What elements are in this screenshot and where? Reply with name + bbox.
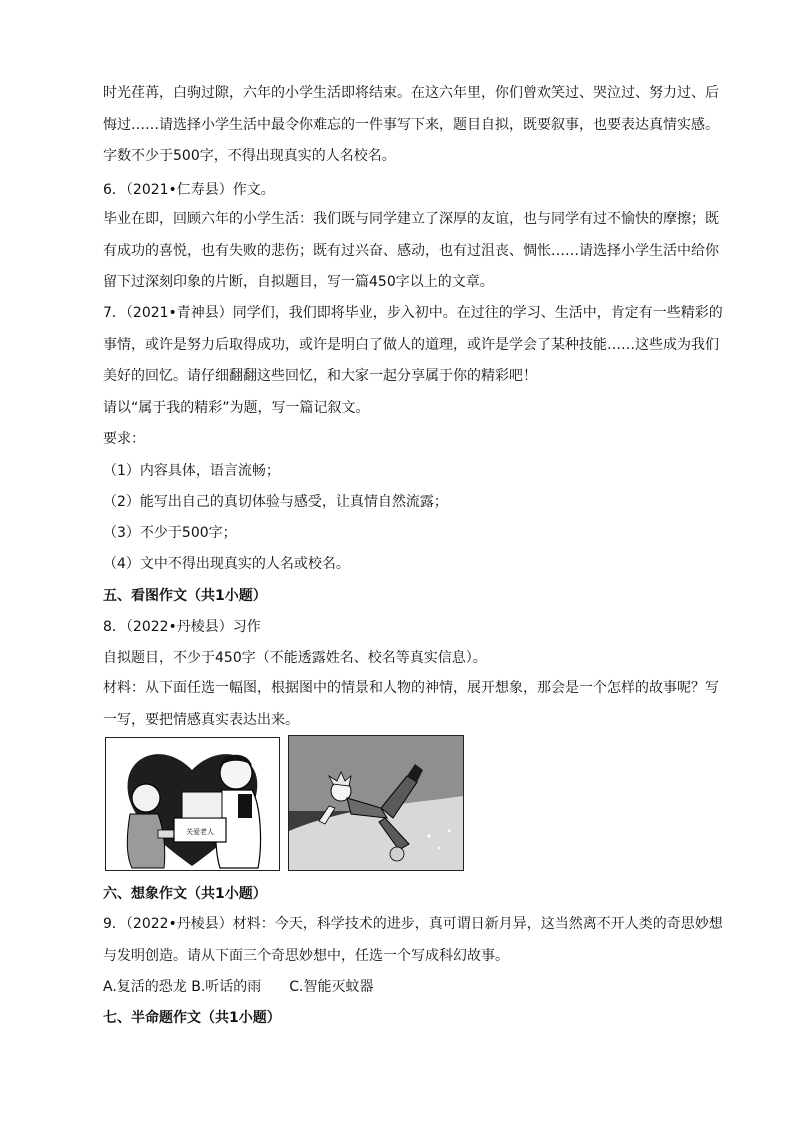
intro-paragraph: 时光荏苒，白驹过隙，六年的小学生活即将结束。在这六年里，你们曾欢笑过、哭泣过、努力过、后悔过……请选择小学生活中最令你难忘的一件事写下来，题目自拟，既要叙事，也要表达真情实感。字数不少于500字，不得出现真实的人名校名。 bbox=[103, 85, 719, 164]
question-6-title: 6．（2021•仁寿县）作文。 bbox=[103, 182, 275, 198]
question-9-options: A.复活的恐龙 B.听话的雨 C.智能灭蚊器 bbox=[103, 979, 374, 995]
question-7-requirements-label: 要求： bbox=[103, 431, 145, 447]
question-7-requirement-3: （3）不少于500字； bbox=[103, 525, 237, 541]
question-7-body: 7．（2021•青神县）同学们，我们即将毕业，步入初中。在过往的学习、生活中，肯定有一些精彩的事情，或许是努力后取得成功，或许是明白了做人的道理，或许是学会了某种技能……这些成为我们美好的回忆。请仔细翻翻这些回忆，和大家一起分享属于你的精彩吧！ bbox=[103, 305, 723, 384]
section-5-heading: 五、看图作文（共1小题） bbox=[103, 588, 267, 604]
question-7-prompt: 请以“属于我的精彩”为题，写一篇记叙文。 bbox=[103, 400, 370, 416]
section-6-heading: 六、想象作文（共1小题） bbox=[103, 886, 267, 902]
question-7-requirement-1: （1）内容具体，语言流畅； bbox=[103, 463, 280, 479]
section-7-heading: 七、半命题作文（共1小题） bbox=[103, 1010, 281, 1026]
question-8-body-1: 自拟题目，不少于450字（不能透露姓名、校名等真实信息）。 bbox=[103, 650, 487, 666]
boy-slipping-drawing bbox=[289, 736, 463, 870]
heart-gift-illustration-icon bbox=[105, 737, 280, 871]
question-9-body: 9．（2022•丹棱县）材料：今天，科学技术的进步，真可谓日新月异，这当然离不开人类的奇思妙想与发明创造。请从下面三个奇思妙想中，任选一个写成科幻故事。 bbox=[103, 916, 723, 964]
boy-slipping-on-ice-illustration-icon bbox=[288, 735, 464, 871]
question-8-title: 8．（2022•丹棱县）习作 bbox=[103, 619, 261, 635]
gift-box-sign: 关爱老人 bbox=[186, 828, 214, 836]
question-7-requirement-2: （2）能写出自己的真切体验与感受，让真情自然流露； bbox=[103, 494, 448, 510]
heart-gift-drawing bbox=[106, 738, 279, 870]
question-7-requirement-4: （4）文中不得出现真实的人名或校名。 bbox=[103, 556, 350, 572]
question-6-body: 毕业在即，回顾六年的小学生活：我们既与同学建立了深厚的友谊，也与同学有过不愉快的摩擦；既有成功的喜悦，也有失败的悲伤；既有过兴奋、感动，也有过沮丧、惆怅……请选择小学生活中给你留下过深刻印象的片断，自拟题目，写一篇450字以上的文章。 bbox=[103, 211, 719, 290]
question-8-body-2: 材料：从下面任选一幅图，根据图中的情景和人物的神情，展开想象，那会是一个怎样的故事呢？写一写，要把情感真实表达出来。 bbox=[103, 680, 719, 728]
